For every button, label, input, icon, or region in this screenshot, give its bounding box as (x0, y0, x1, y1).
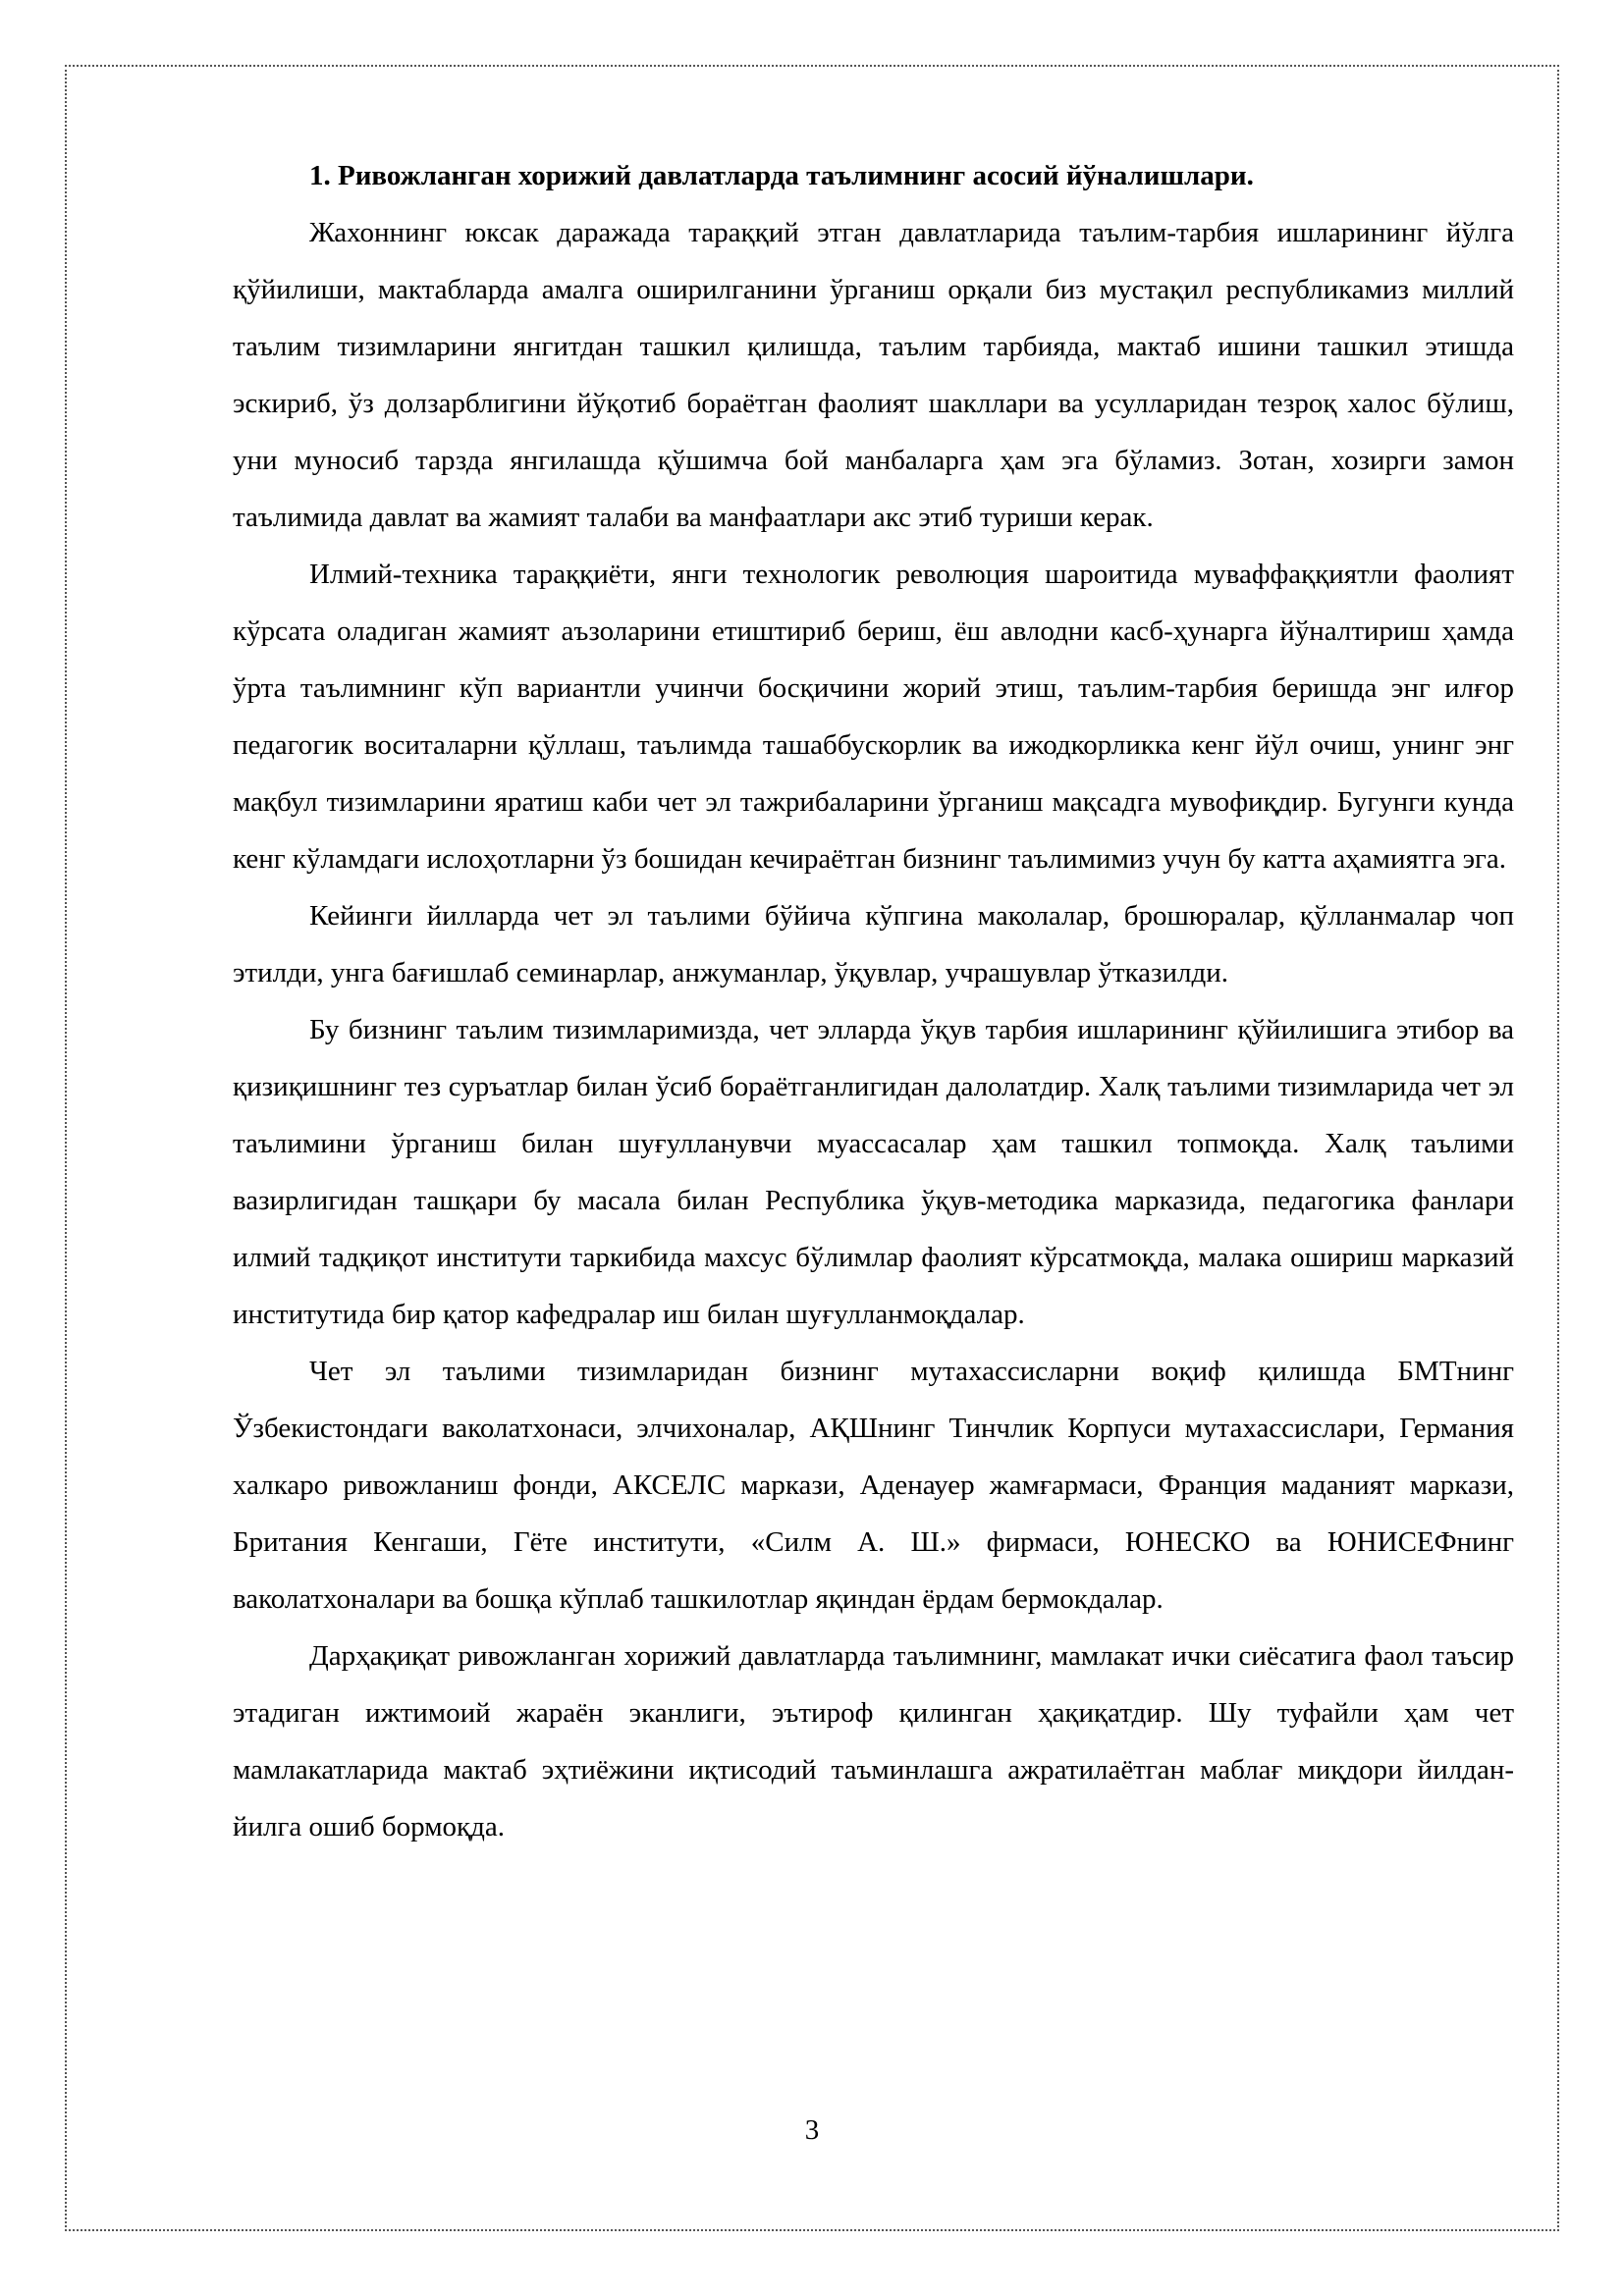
paragraph-4: Бу бизнинг таълим тизимларимизда, чет элларда ўқув тарбия ишларининг қўйилишига этибор ва қизиқишнинг тез суръатлар билан ўсиб бораётганлигидан далолатдир. Халқ таълими тизимларида чет эл таълимини ўрганиш билан шуғулланувчи муассасалар ҳам ташкил топмоқда. Халқ таълими вазирлигидан ташқари бу масала билан Республика ўқув-методика марказида, педагогика фанлари илмий тадқиқот институти таркибида махсус бўлимлар фаолият кўрсатмоқда, малака ошириш марказий институтида бир қатор кафедралар иш билан шуғулланмоқдалар. (233, 1014, 1514, 1330)
paragraph-6: Дарҳақиқат ривожланган хорижий давлатларда таълимнинг, мамлакат ички сиёсатига фаол таъсир этадиган ижтимоий жараён эканлиги, эътироф қилинган ҳақиқатдир. Шу туфайли ҳам чет мамлакатларида мактаб эҳтиёжини иқтисодий таъминлашга ажратилаётган маблағ миқдори йилдан-йилга ошиб бормоқда. (233, 1640, 1514, 1842)
page-number: 3 (804, 2114, 820, 2146)
paragraph-1: Жахоннинг юксак даражада тараққий этган давлатларида таълим-тарбия ишларининг йўлга қўйилиши, мактабларда амалга оширилганини ўрганиш орқали биз мустақил республикамиз миллий таълим тизимларини янгитдан ташкил қилишда, таълим тарбияда, мактаб ишини ташкил этишда эскириб, ўз долзарблигини йўқотиб бораётган фаолият шакллари ва усулларидан тезроқ халос бўлиш, уни муносиб тарзда янгилашда қўшимча бой манбаларга ҳам эга бўламиз. Зотан, хозирги замон таълимида давлат ва жамият талаби ва манфаатлари акс этиб туриши керак. (233, 217, 1514, 533)
document-body (233, 147, 1514, 1855)
paragraph-5: Чет эл таълими тизимларидан бизнинг мутахассисларни воқиф қилишда БМТнинг Ўзбекистондаги ваколатхонаси, элчихоналар, АҚШнинг Тинчлик Корпуси мутахассислари, Германия халкаро ривожланиш фонди, АКСЕЛС маркази, Аденауер жамғармаси, Франция маданият маркази, Британия Кенгаши, Гёте институти, «Силм А. Ш.» фирмаси, ЮНЕСКО ва ЮНИСЕФнинг ваколатхоналари ва бошқа кўплаб ташкилотлар яқиндан ёрдам бермокдалар. (233, 1356, 1514, 1615)
paragraph-3: Кейинги йилларда чет эл таълими бўйича кўпгина маколалар, брошюралар, қўлланмалар чоп этилди, унга бағишлаб семинарлар, анжуманлар, ўқувлар, учрашувлар ўтказилди. (233, 900, 1514, 988)
section-heading: 1. Ривожланган хорижий давлатларда таълимнинг асосий йўналишлари. (309, 160, 1254, 191)
paragraph-2: Илмий-техника тараққиёти, янги технологик революция шароитида муваффаққиятли фаолият кўрсата оладиган жамият аъзоларини етиштириб бериш, ёш авлодни касб-ҳунарга йўналтириш ҳамда ўрта таълимнинг кўп вариантли учинчи босқичини жорий этиш, таълим-тарбия беришда энг илғор педагогик воситаларни қўллаш, таълимда ташаббускорлик ва ижодкорликка кенг йўл очиш, унинг энг мақбул тизимларини яратиш каби чет эл тажрибаларини ўрганиш мақсадга мувофиқдир. Бугунги кунда кенг кўламдаги ислоҳотларни ўз бошидан кечираётган бизнинг таълимимиз учун бу катта аҳамиятга эга. (233, 559, 1514, 875)
